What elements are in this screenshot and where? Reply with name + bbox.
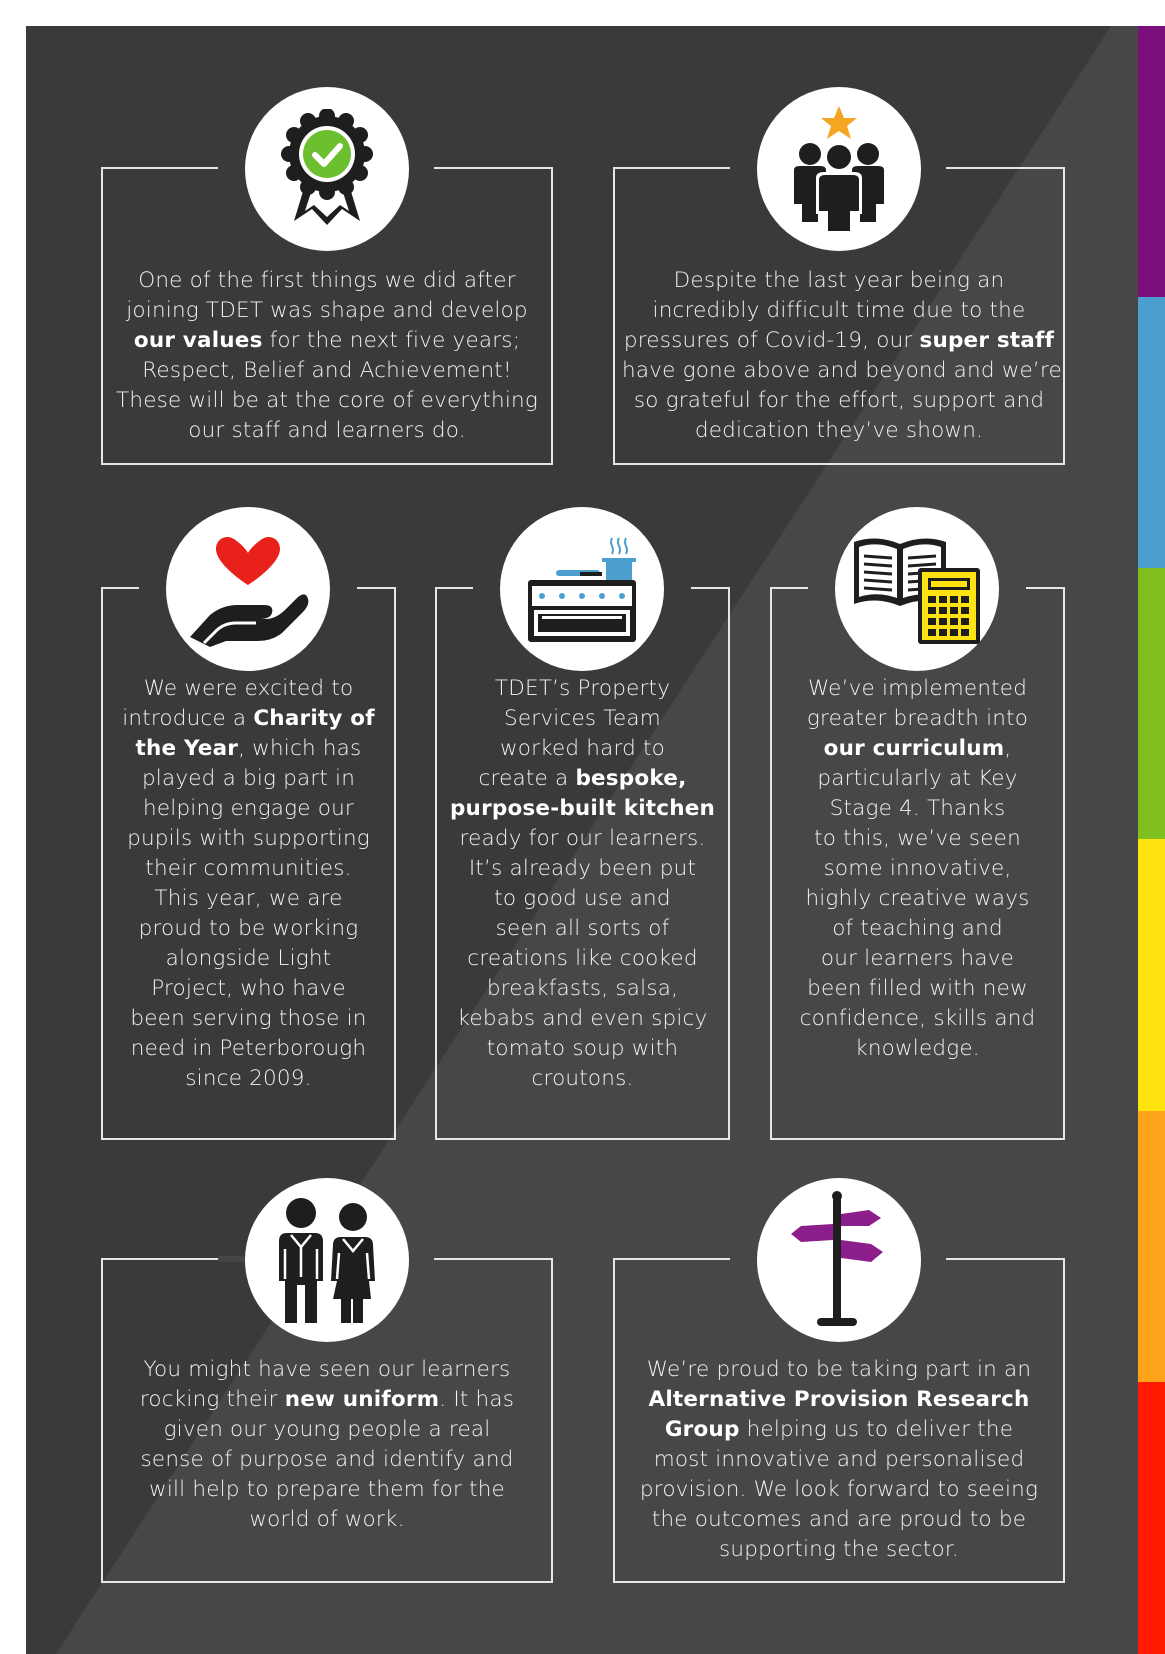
body-text: Despite the last year being an xyxy=(673,268,1005,293)
text-line xyxy=(442,884,723,914)
text-line xyxy=(108,734,389,764)
body-text: This year, we are xyxy=(154,886,343,911)
card-research-text xyxy=(622,1355,1056,1565)
body-text: have gone above and beyond and we’re xyxy=(622,358,1062,383)
text-line xyxy=(108,1034,389,1064)
body-text: their communities. xyxy=(145,856,352,881)
body-text: played a big part in xyxy=(141,766,356,791)
body-text: croutons. xyxy=(531,1066,634,1091)
body-text: We’re proud to be taking part in an xyxy=(646,1357,1032,1382)
body-text: to good use and xyxy=(494,886,671,911)
stripe-orange xyxy=(1138,1111,1165,1382)
body-text: We were excited to xyxy=(143,676,354,701)
text-line xyxy=(622,1415,1056,1445)
signpost-icon xyxy=(789,1190,889,1330)
body-text: our learners have xyxy=(820,946,1015,971)
card-kitchen-badge xyxy=(500,507,664,671)
text-line xyxy=(110,386,544,416)
body-text: pressures of Covid-19, our xyxy=(623,328,920,353)
body-text: TDET’s Property xyxy=(494,676,671,701)
body-text: You might have seen our learners xyxy=(143,1357,511,1382)
text-line xyxy=(442,1004,723,1034)
body-text: pupils with supporting xyxy=(127,826,370,851)
text-line xyxy=(442,854,723,884)
text-line xyxy=(108,914,389,944)
text-line xyxy=(110,356,544,386)
text-line xyxy=(777,944,1058,974)
text-line xyxy=(108,674,389,704)
stripe-green xyxy=(1138,568,1165,839)
body-text: confidence, skills and xyxy=(799,1006,1036,1031)
text-line xyxy=(442,674,723,704)
highlight-text: bespoke, xyxy=(575,766,687,791)
book-calculator-icon xyxy=(850,534,984,644)
text-line xyxy=(442,794,723,824)
text-line xyxy=(110,1445,544,1475)
body-text: rocking their xyxy=(139,1387,285,1412)
body-text: worked hard to xyxy=(499,736,666,761)
stripe-blue xyxy=(1138,297,1165,568)
text-line xyxy=(622,1535,1056,1565)
text-line xyxy=(442,1064,723,1094)
text-line xyxy=(622,386,1056,416)
body-text: given our young people a real xyxy=(163,1417,491,1442)
card-charity-badge xyxy=(166,507,330,671)
text-line xyxy=(622,1385,1056,1415)
text-line xyxy=(108,974,389,1004)
body-text: These will be at the core of everything xyxy=(116,388,538,413)
text-line xyxy=(622,416,1056,446)
stripe-yellow xyxy=(1138,839,1165,1111)
body-text: highly creative ways xyxy=(805,886,1030,911)
highlight-text: Group xyxy=(664,1417,740,1442)
text-line xyxy=(777,824,1058,854)
body-text: Services Team xyxy=(504,706,661,731)
body-text: kebabs and even spicy xyxy=(457,1006,708,1031)
text-line xyxy=(442,974,723,1004)
text-line xyxy=(442,704,723,734)
body-text: . It has xyxy=(439,1387,515,1412)
body-text: Stage 4. Thanks xyxy=(829,796,1006,821)
body-text: dedication they’ve shown. xyxy=(694,418,984,443)
card-research-badge xyxy=(757,1178,921,1342)
text-line xyxy=(108,764,389,794)
text-line xyxy=(777,914,1058,944)
body-text: most innovative and personalised xyxy=(653,1447,1025,1472)
text-line xyxy=(777,884,1058,914)
text-line xyxy=(110,1355,544,1385)
kitchen-oven-icon xyxy=(520,534,644,644)
body-text: to this, we’ve seen xyxy=(814,826,1021,851)
highlight-text: super staff xyxy=(919,328,1055,353)
text-line xyxy=(110,266,544,296)
team-star-icon xyxy=(784,104,894,234)
body-text: knowledge. xyxy=(855,1036,980,1061)
card-values-text xyxy=(110,266,544,446)
text-line xyxy=(442,1034,723,1064)
body-text: incredibly difficult time due to the xyxy=(652,298,1026,323)
body-text: particularly at Key xyxy=(817,766,1018,791)
text-line xyxy=(108,824,389,854)
text-line xyxy=(622,1445,1056,1475)
text-line xyxy=(777,704,1058,734)
highlight-text: new uniform xyxy=(284,1387,440,1412)
stripe-red xyxy=(1138,1382,1165,1654)
body-text: provision. We look forward to seeing xyxy=(639,1477,1039,1502)
body-text: proud to be working xyxy=(138,916,359,941)
text-line xyxy=(108,1064,389,1094)
card-charity-text xyxy=(108,674,389,1094)
text-line xyxy=(622,1505,1056,1535)
body-text: need in Peterborough xyxy=(130,1036,367,1061)
body-text: creations like cooked xyxy=(467,946,698,971)
text-line xyxy=(108,884,389,914)
body-text: greater breadth into xyxy=(806,706,1029,731)
body-text: for the next five years; xyxy=(262,328,521,353)
body-text: some innovative, xyxy=(823,856,1012,881)
body-text: been filled with new xyxy=(807,976,1028,1001)
highlight-text: Charity of xyxy=(253,706,375,731)
body-text: of teaching and xyxy=(832,916,1003,941)
text-line xyxy=(777,794,1058,824)
body-text: One of the first things we did after xyxy=(138,268,516,293)
body-text: helping us to deliver the xyxy=(739,1417,1014,1442)
text-line xyxy=(108,944,389,974)
body-text: Respect, Belief and Achievement! xyxy=(142,358,512,383)
highlight-text: our values xyxy=(133,328,263,353)
text-line xyxy=(108,794,389,824)
text-line xyxy=(622,356,1062,386)
body-text: our staff and learners do. xyxy=(188,418,466,443)
body-text: been serving those in xyxy=(130,1006,367,1031)
text-line xyxy=(108,854,389,884)
text-line xyxy=(110,1415,544,1445)
card-curriculum-badge xyxy=(835,507,999,671)
text-line xyxy=(108,704,389,734)
body-text: breakfasts, salsa, xyxy=(486,976,679,1001)
body-text: will help to prepare them for the xyxy=(149,1477,505,1502)
text-line xyxy=(442,734,723,764)
text-line xyxy=(110,416,544,446)
body-text: ready for our learners. xyxy=(459,826,706,851)
text-line xyxy=(777,674,1058,704)
card-staff-text xyxy=(622,266,1062,446)
body-text: It’s already been put xyxy=(468,856,697,881)
text-line xyxy=(622,1355,1056,1385)
text-line xyxy=(777,1004,1058,1034)
card-uniform-badge xyxy=(245,1178,409,1342)
card-uniform-text xyxy=(110,1355,544,1535)
body-text: alongside Light xyxy=(165,946,332,971)
body-text: tomato soup with xyxy=(486,1036,679,1061)
card-kitchen-text xyxy=(442,674,723,1094)
text-line xyxy=(110,296,544,326)
body-text: introduce a xyxy=(122,706,254,731)
text-line xyxy=(777,974,1058,1004)
body-text: since 2009. xyxy=(185,1066,312,1091)
text-line xyxy=(110,1505,544,1535)
text-line xyxy=(442,824,723,854)
text-line xyxy=(777,1034,1058,1064)
highlight-text: Alternative Provision Research xyxy=(648,1387,1030,1412)
text-line xyxy=(622,296,1056,326)
uniform-students-icon xyxy=(271,1195,383,1325)
card-values-badge xyxy=(245,87,409,251)
body-text: seen all sorts of xyxy=(495,916,670,941)
card-staff-badge xyxy=(757,87,921,251)
text-line xyxy=(622,266,1056,296)
heart-hand-icon xyxy=(186,531,310,647)
text-line xyxy=(108,1004,389,1034)
text-line xyxy=(442,764,723,794)
text-line xyxy=(622,326,1056,356)
award-ribbon-icon xyxy=(272,109,382,229)
body-text: world of work. xyxy=(249,1507,405,1532)
stripe-purple xyxy=(1138,26,1165,297)
body-text: sense of purpose and identify and xyxy=(140,1447,514,1472)
text-line xyxy=(442,944,723,974)
body-text: supporting the sector. xyxy=(719,1537,959,1562)
text-line xyxy=(777,734,1058,764)
body-text: Project, who have xyxy=(151,976,346,1001)
body-text: so grateful for the effort, support and xyxy=(633,388,1045,413)
card-curriculum-text xyxy=(777,674,1058,1064)
highlight-text: our curriculum xyxy=(823,736,1005,761)
text-line xyxy=(110,326,544,356)
text-line xyxy=(110,1385,544,1415)
text-line xyxy=(110,1475,544,1505)
highlight-text: the Year xyxy=(135,736,239,761)
body-text: helping engage our xyxy=(143,796,354,821)
text-line xyxy=(777,764,1058,794)
highlight-text: purpose-built kitchen xyxy=(449,796,716,821)
body-text: , which has xyxy=(238,736,362,761)
body-text: joining TDET was shape and develop xyxy=(126,298,528,323)
body-text: create a xyxy=(478,766,576,791)
body-text: the outcomes and are proud to be xyxy=(651,1507,1027,1532)
body-text: , xyxy=(1004,736,1012,761)
text-line xyxy=(442,914,723,944)
text-line xyxy=(777,854,1058,884)
body-text: We’ve implemented xyxy=(807,676,1028,701)
text-line xyxy=(622,1475,1056,1505)
